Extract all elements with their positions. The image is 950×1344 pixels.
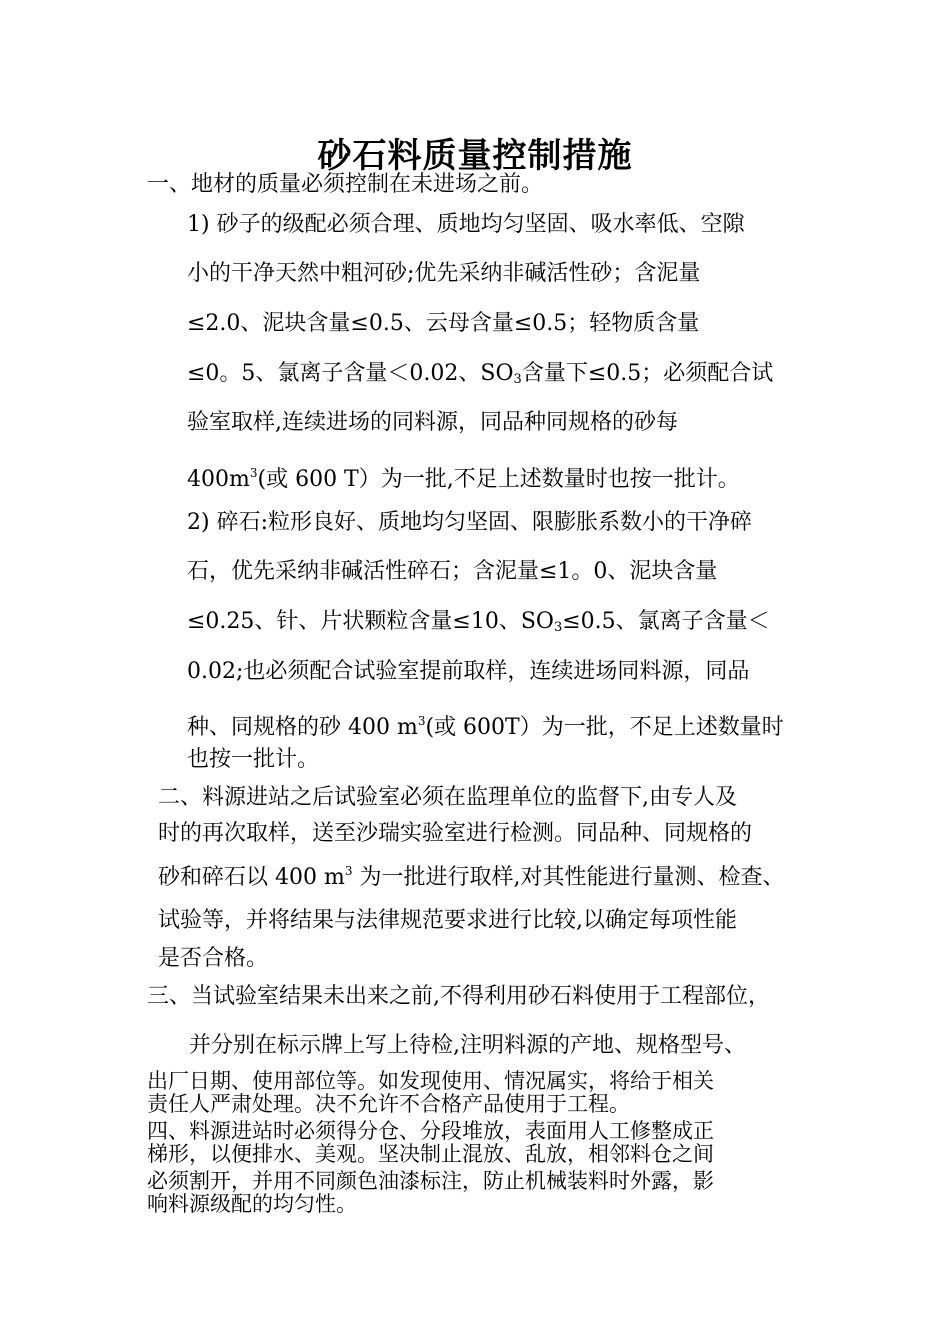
paragraph-line: $400m^3$(或 600 T）为一批,不足上述数量时也按一批计。 xyxy=(187,466,740,492)
paragraph-line: 梯形，以便排水、美观。坚决制止混放、乱放，相邻料仓之间 xyxy=(147,1142,714,1166)
section-3-line: 三、当试验室结果未出来之前,不得利用砂石料使用于工程部位， xyxy=(147,984,770,1009)
section-2-line: 二、料源进站之后试验室必须在监理单位的监督下,由专人及 xyxy=(158,785,737,810)
paragraph-line: ≤0.25、针、片状颗粒含量≤10、$SO_3\le 0.5$、氯离子含量＜ xyxy=(187,609,770,635)
paragraph-line: ≤0。5、氯离子含量＜0.02、$SO_3$含量下≤0.5；必须配合试 xyxy=(187,361,774,387)
paragraph-line: 也按一批计。 xyxy=(187,747,320,772)
paragraph-line: 小的干净天然中粗河砂;优先采纳非碱活性砂；含泥量 xyxy=(187,261,701,286)
paragraph-line: 是否合格。 xyxy=(158,946,269,971)
paragraph-line: 0.02;也必须配合试验室提前取样，连续进场同料源，同品 xyxy=(187,659,750,684)
paragraph-line: ≤2.0、泥块含量≤0.5、云母含量≤0.5；轻物质含量 xyxy=(187,311,700,336)
paragraph-line: 责任人严肃处理。决不允许不合格产品使用于工程。 xyxy=(147,1092,630,1116)
paragraph-line: 并分别在标示牌上写上待检,注明料源的产地、规格型号、 xyxy=(189,1033,746,1058)
paragraph-line: 出厂日期、使用部位等。如发现使用、情况属实，将给于相关 xyxy=(147,1069,714,1093)
paragraph-line: 验室取样,连续进场的同料源，同品种同规格的砂每 xyxy=(187,410,678,435)
paragraph-line: 种、同规格的砂 400 $m^3$(或 600T）为一批，不足上述数量时 xyxy=(187,714,784,740)
paragraph-line: 砂和碎石以 400 $m^3$ 为一批进行取样,对其性能进行量测、检查、 xyxy=(158,864,785,890)
section-4-line: 四、料源进站时必须得分仓、分段堆放，表面用人工修整成正 xyxy=(147,1119,714,1143)
paragraph-line: 2) 碎石:粒形良好、质地均匀坚固、限膨胀系数小的干净碎 xyxy=(187,510,752,535)
document-title: 砂石料质量控制措施 xyxy=(317,136,633,176)
paragraph-line: 时的再次取样，送至沙瑞实验室进行检测。同品种、同规格的 xyxy=(158,821,753,846)
paragraph-line: 试验等，并将结果与法律规范要求进行比较,以确定每项性能 xyxy=(158,908,737,933)
paragraph-line: 石，优先采纳非碱活性碎石；含泥量≤1。0、泥块含量 xyxy=(187,559,718,584)
paragraph-line: 必须割开，并用不同颜色油漆标注，防止机械装料时外露，影 xyxy=(147,1169,714,1193)
section-1-heading: 一、地材的质量必须控制在未进场之前。 xyxy=(147,172,544,197)
paragraph-line: 响料源级配的均匀性。 xyxy=(147,1192,357,1216)
paragraph-line: 1) 砂子的级配必须合理、质地均匀坚固、吸水率低、空隙 xyxy=(187,212,745,237)
